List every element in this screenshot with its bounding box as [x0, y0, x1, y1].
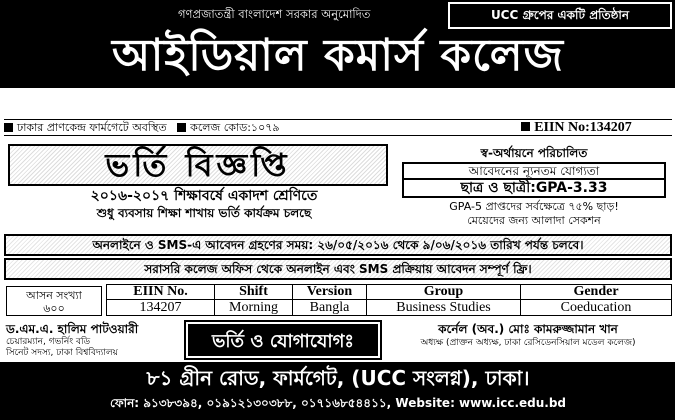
academic-year-line: ২০১৬-২০১৭ শিক্ষাবর্ষে একাদশ শ্রেণিতে [90, 188, 318, 204]
table-header: Gender [521, 285, 672, 300]
table-header: Group [367, 285, 521, 300]
table-header: Version [293, 285, 367, 300]
location-text: ঢাকার প্রাণকেন্দ্র ফার্মগেটে অবস্থিত [17, 121, 167, 134]
commerce-only-line: শুধু ব্যবসায় শিক্ষা শাখায় ভর্তি কার্যক্রম চলছে [96, 206, 312, 220]
table-cell: Coeducation [521, 300, 672, 316]
group-line: UCC গ্রুপের একটি প্রতিষ্ঠান [448, 2, 672, 29]
seat-count-box [6, 286, 102, 316]
bullet-square-icon [4, 123, 13, 132]
girls-section-note: মেয়েদের জন্য আলাদা সেকশন [467, 214, 601, 227]
seat-count: ৬০০ [43, 302, 65, 315]
free-application-note: সরাসরি কলেজ অফিস থেকে অনলাইন এবং SMS প্রক্রিয়ায় আবেদন সম্পূর্ণ ফ্রি। [4, 258, 672, 280]
college-name: আইডিয়াল কমার্স কলেজ [112, 30, 564, 81]
bullet-square-icon [177, 123, 186, 132]
seat-label: আসন সংখ্যা [26, 289, 82, 302]
chairman-senate-role: সিনেট সদস্য, ঢাকা বিশ্ববিদ্যালয় [6, 348, 118, 358]
eiin-text: EIIN No:134207 [534, 120, 632, 135]
admission-title: ভর্তি বিজ্ঞপ্তি [8, 144, 388, 186]
eiin-number [481, 117, 672, 138]
principal-role: অধ্যক্ষ (প্রাক্তন অধ্যক্ষ, ঢাকা রেসিডেনসিয়াল মডেল কলেজ) [420, 338, 636, 348]
admission-contact-banner: ভর্তি ও যোগাযোগঃ [186, 322, 380, 358]
self-funded-label: স্ব-অর্থায়নে পরিচালিত [480, 146, 588, 160]
table-cell: Morning [215, 300, 293, 316]
gpa5-waiver: GPA-5 প্রাপ্তদের সর্বক্ষেত্রে ৭৫% ছাড়! [449, 200, 619, 213]
chairman-role: চেয়ারম্যান, গভর্নিং বডি [6, 337, 91, 347]
table-header-row [107, 285, 672, 300]
min-qualification-label: আবেদনের ন্যূনতম যোগ্যতা [402, 162, 666, 180]
table-cell: Business Studies [367, 300, 521, 316]
online-application-period: অনলাইনে ও SMS-এ আবেদন গ্রহণের সময়: ২৬/০৫/২০১৬ থেকে ৯/০৬/২০১৬ তারিখ পর্যন্ত চলবে। [4, 234, 672, 256]
principal-name: কর্নেল (অব.) মোঃ কামরুজ্জামান খান [438, 322, 618, 336]
bullet-square-icon [521, 122, 530, 131]
college-code: কলেজ কোড:১০৭৯ [190, 121, 280, 134]
table-row [107, 300, 672, 316]
table-header: EIIN No. [107, 285, 215, 300]
table-header: Shift [215, 285, 293, 300]
details-table [106, 284, 672, 316]
approval-line: গণপ্রজাতন্ত্রী বাংলাদেশ সরকার অনুমোদিত [178, 7, 371, 21]
chairman-name: ড.এম.এ. হালিম পাটওয়ারী [6, 322, 139, 336]
chairman-contact [6, 322, 184, 359]
table-cell: 134207 [107, 300, 215, 316]
gpa-requirement: ছাত্র ও ছাত্রী:GPA-3.33 [402, 180, 666, 198]
college-address: ৮১ গ্রীন রোড, ফার্মগেট, (UCC সংলগ্ন), ঢাকা। [146, 366, 530, 390]
contact-phones-website: ফোন: ৯১৩৮৩৯৪, ০১৯১২১৩০৩৮৮, ০১৭১৬৮৫৪৪১১, Website: www.icc.edu.bd [109, 396, 567, 410]
principal-contact [384, 322, 672, 349]
table-cell: Bangla [293, 300, 367, 316]
